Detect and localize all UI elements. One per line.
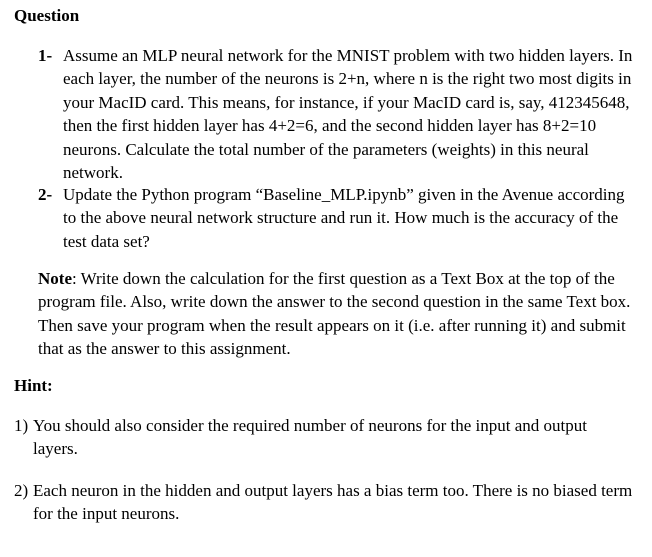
note-paragraph bbox=[38, 267, 638, 361]
note-label: Note bbox=[38, 269, 72, 288]
question-item-2 bbox=[38, 183, 638, 253]
hint-item-1 bbox=[14, 414, 634, 461]
hint-number: 1) bbox=[14, 416, 29, 435]
hint-heading: Hint: bbox=[14, 376, 53, 395]
question-text: Update the Python program “Baseline_MLP.ipynb” given in the Avenue according to the above neural network structure and run it. How much is the accuracy of the test data set? bbox=[63, 185, 625, 251]
question-heading: Question bbox=[14, 6, 80, 25]
question-item-1 bbox=[38, 44, 638, 184]
question-text: Assume an MLP neural network for the MNIST problem with two hidden layers. In each layer, the number of the neurons is 2+n, where n is the right two most digits in your MacID card. This means, for instance, if your MacID card is, say, 412345648, then the first hidden layer has 4+2=6, and the second hidden layer has 8+2=10 neurons. Calculate the total number of the parameters (weights) in this neural network. bbox=[63, 46, 633, 183]
question-number: 2- bbox=[38, 185, 53, 204]
hint-number: 2) bbox=[14, 481, 29, 500]
question-number: 1- bbox=[38, 46, 53, 65]
note-text: : Write down the calculation for the first question as a Text Box at the top of the program file. Also, write down the answer to the second question in the same Text box. Then save your program when the result appears on it (i.e. after running it) and submit that as the answer to this assignment. bbox=[38, 269, 631, 359]
hint-text: You should also consider the required number of neurons for the input and output layers. bbox=[33, 416, 587, 459]
hint-text: Each neuron in the hidden and output layers has a bias term too. There is no biased term for the input neurons. bbox=[33, 481, 633, 524]
hint-item-2 bbox=[14, 479, 634, 526]
